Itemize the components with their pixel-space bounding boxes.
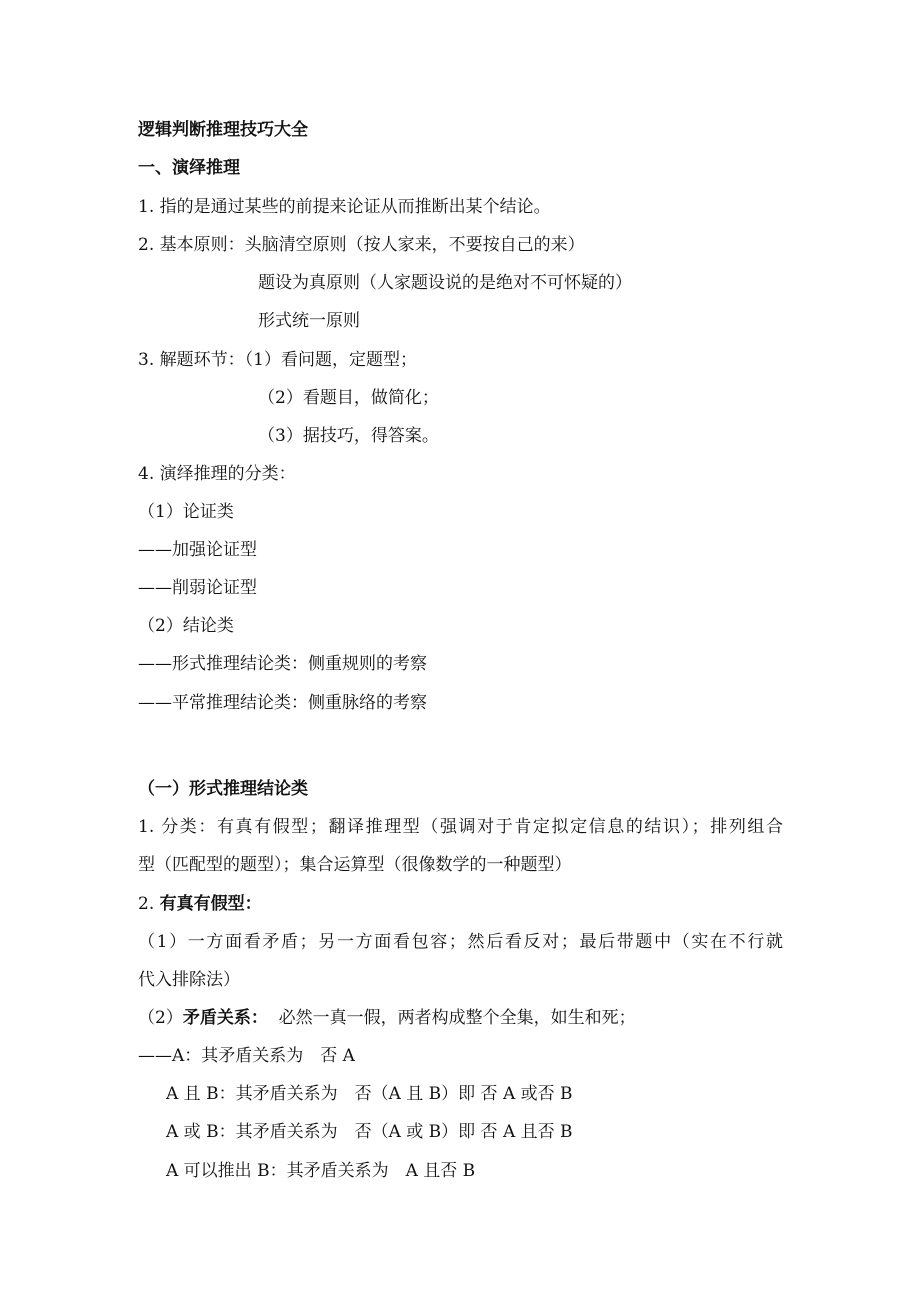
paragraph: （1）一方面看矛盾；另一方面看包容；然后看反对；最后带题中（实在不行就 <box>138 932 783 952</box>
paragraph: 3. 解题环节：（1）看问题，定题型； <box>138 350 417 370</box>
paragraph-text: 必然一真一假，两者构成整个全集，如生和死； <box>267 1008 636 1028</box>
rule-line: ——A：其矛盾关系为 否 A <box>138 1046 355 1066</box>
document-title: 逻辑判断推理技巧大全 <box>138 120 308 140</box>
section-heading: 一、演绎推理 <box>138 158 240 178</box>
paragraph: （3）据技巧，得答案。 <box>258 426 439 446</box>
paragraph: （1）论证类 <box>138 502 234 522</box>
paragraph: ——平常推理结论类：侧重脉络的考察 <box>138 693 427 713</box>
paragraph: 题设为真原则（人家题设说的是绝对不可怀疑的） <box>258 273 632 293</box>
paragraph: 1. 分类：有真有假型；翻译推理型（强调对于肯定拟定信息的结识）；排列组合 <box>138 817 783 837</box>
paragraph: ——形式推理结论类：侧重规则的考察 <box>138 654 427 674</box>
paragraph: 2. 基本原则：头脑清空原则（按人家来，不要按自己的来） <box>138 235 585 255</box>
paragraph: 1. 指的是通过某些的前提来论证从而推断出某个结论。 <box>138 197 551 217</box>
paragraph: 形式统一原则 <box>258 311 360 331</box>
paragraph: 代入排除法） <box>138 970 240 990</box>
section-heading: （一）形式推理结论类 <box>138 779 308 799</box>
paragraph <box>138 1007 636 1029</box>
paragraph-prefix: （2） <box>138 1008 183 1028</box>
bold-term: 矛盾关系： <box>182 1008 268 1028</box>
paragraph: （2）看题目，做简化； <box>258 388 439 408</box>
paragraph <box>138 893 262 915</box>
rule-line: A 或 B：其矛盾关系为 否（A 或 B）即 否 A 且否 B <box>166 1122 573 1142</box>
paragraph: 4. 演绎推理的分类： <box>138 464 296 484</box>
paragraph-prefix: 2. <box>138 894 160 914</box>
paragraph: （2）结论类 <box>138 616 234 636</box>
paragraph: ——削弱论证型 <box>138 578 257 598</box>
rule-line: A 可以推出 B：其矛盾关系为 A 且否 B <box>166 1161 476 1181</box>
paragraph: ——加强论证型 <box>138 540 257 560</box>
paragraph: 型（匹配型的题型）；集合运算型（很像数学的一种题型） <box>138 855 572 875</box>
bold-term: 有真有假型： <box>159 894 262 914</box>
rule-line: A 且 B：其矛盾关系为 否（A 且 B）即 否 A 或否 B <box>166 1084 573 1104</box>
